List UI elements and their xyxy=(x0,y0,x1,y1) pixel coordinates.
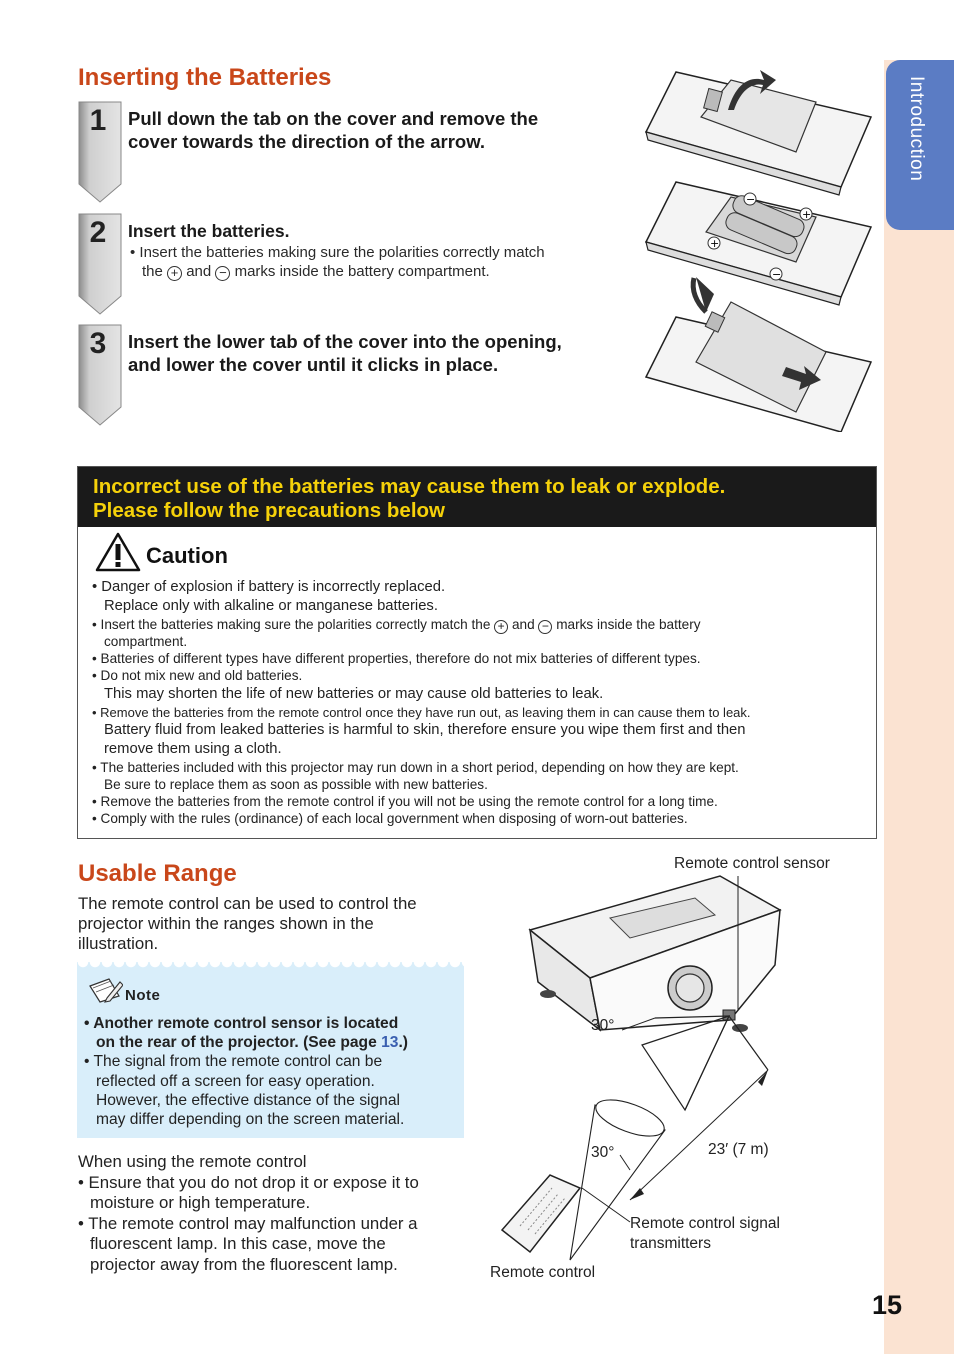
battery-steps-illustration xyxy=(636,62,876,432)
svg-text:+: + xyxy=(710,237,720,250)
caution-line: • The batteries included with this projector may run down in a short period, depending on how they are kept. xyxy=(92,760,739,775)
battery-warning-box xyxy=(77,466,877,839)
section-tab-label: Introduction xyxy=(906,76,927,182)
remote-control-illustration xyxy=(502,1175,580,1252)
angle-top-label: 30° xyxy=(591,1017,615,1034)
svg-text:−: − xyxy=(772,268,782,281)
when-using-line: moisture or high temperature. xyxy=(90,1193,311,1212)
note-line: on the rear of the projector. (See page 13.) xyxy=(96,1034,408,1051)
caution-line: • Remove the batteries from the remote control if you will not be using the remote control for a long time. xyxy=(92,794,718,809)
transmitter-label-line: Remote control signal xyxy=(630,1215,780,1232)
step-1-number: 1 xyxy=(89,104,107,137)
step-3-heading-line-1: Insert the lower tab of the cover into the opening, xyxy=(128,331,562,352)
page-number: 15 xyxy=(872,1290,903,1320)
caution-line: This may shorten the life of new batteries or may cause old batteries to leak. xyxy=(104,686,604,702)
caution-triangle-icon xyxy=(94,531,142,573)
when-using-heading: When using the remote control xyxy=(78,1152,307,1171)
note-box xyxy=(77,962,464,1138)
remote-battery-insertion-illustration xyxy=(646,182,871,305)
when-using-line: • The remote control may malfunction under a xyxy=(78,1214,418,1233)
minus-icon: − xyxy=(538,620,552,634)
svg-text:+: + xyxy=(802,208,812,221)
remote-sensor-label: Remote control sensor xyxy=(674,855,830,872)
caution-line: • Danger of explosion if battery is incorrectly replaced. xyxy=(92,579,446,595)
warning-header xyxy=(78,467,876,527)
usable-intro-line: The remote control can be used to control the xyxy=(78,894,417,913)
note-line: • Another remote control sensor is located xyxy=(84,1015,399,1032)
side-band xyxy=(884,60,954,1354)
caution-line: Be sure to replace them as soon as possible with new batteries. xyxy=(104,777,488,792)
step-2-bullet-line-2: the + and − marks inside the battery compartment. xyxy=(142,263,490,280)
when-using-line: projector away from the fluorescent lamp. xyxy=(90,1255,398,1274)
note-label: Note xyxy=(125,987,161,1004)
step-1-heading-line-2: cover towards the direction of the arrow. xyxy=(128,131,486,152)
usable-intro-line: projector within the ranges shown in the xyxy=(78,914,374,933)
step-2-number: 2 xyxy=(89,216,107,249)
caution-line: • Do not mix new and old batteries. xyxy=(92,668,303,683)
note-pencil-icon xyxy=(87,976,123,1004)
remote-cover-removal-illustration xyxy=(646,70,871,195)
projector-illustration xyxy=(530,876,780,1032)
note-line: reflected off a screen for easy operation. xyxy=(96,1073,375,1090)
angle-bottom-label: 30° xyxy=(591,1144,615,1161)
inserting-batteries-title: Inserting the Batteries xyxy=(78,64,332,91)
plus-icon: + xyxy=(167,266,182,281)
caution-line: • Comply with the rules (ordinance) of each local government when disposing of worn-out batteries. xyxy=(92,811,688,826)
when-using-line: • Ensure that you do not drop it or expose it to xyxy=(78,1173,419,1192)
usable-intro-line: illustration. xyxy=(78,934,159,953)
step-2-bullet-line-1: • Insert the batteries making sure the polarities correctly match xyxy=(130,244,545,261)
step-2-heading: Insert the batteries. xyxy=(128,221,290,241)
note-dotted-edge xyxy=(77,962,464,974)
step-1-heading-line-1: Pull down the tab on the cover and remove the xyxy=(128,108,539,129)
step-3-heading-line-2: and lower the cover until it clicks in place. xyxy=(128,354,499,375)
caution-line: compartment. xyxy=(104,634,188,649)
svg-text:−: − xyxy=(746,193,756,206)
note-line: However, the effective distance of the signal xyxy=(96,1092,400,1109)
note-line: • The signal from the remote control can be xyxy=(84,1053,383,1070)
caution-line: • Insert the batteries making sure the polarities correctly match the + and − marks inside the battery xyxy=(92,617,701,633)
page-13-link[interactable]: 13 xyxy=(381,1034,399,1051)
step-3-number: 3 xyxy=(89,327,107,360)
distance-label: 23′ (7 m) xyxy=(708,1141,769,1158)
minus-icon: − xyxy=(215,266,230,281)
warning-title: Incorrect use of the batteries may cause them to leak or explode. Please follow the precautions below xyxy=(93,475,726,522)
caution-line: Replace only with alkaline or manganese batteries. xyxy=(104,598,438,614)
plus-icon: + xyxy=(494,620,508,634)
caution-label: Caution xyxy=(146,543,228,568)
caution-line: Battery fluid from leaked batteries is harmful to skin, therefore ensure you wipe them first and then xyxy=(104,722,746,738)
caution-line: • Remove the batteries from the remote control once they have run out, as leaving them in can cause them to leak. xyxy=(92,705,751,720)
note-line: may differ depending on the screen material. xyxy=(96,1111,405,1128)
caution-line: remove them using a cloth. xyxy=(104,741,282,757)
usable-range-title: Usable Range xyxy=(78,860,237,887)
remote-control-label: Remote control xyxy=(490,1264,596,1281)
caution-line: • Batteries of different types have different properties, therefore do not mix batteries of different types. xyxy=(92,651,701,666)
when-using-line: fluorescent lamp. In this case, move the xyxy=(90,1234,386,1253)
transmitter-label-line: transmitters xyxy=(630,1235,711,1252)
